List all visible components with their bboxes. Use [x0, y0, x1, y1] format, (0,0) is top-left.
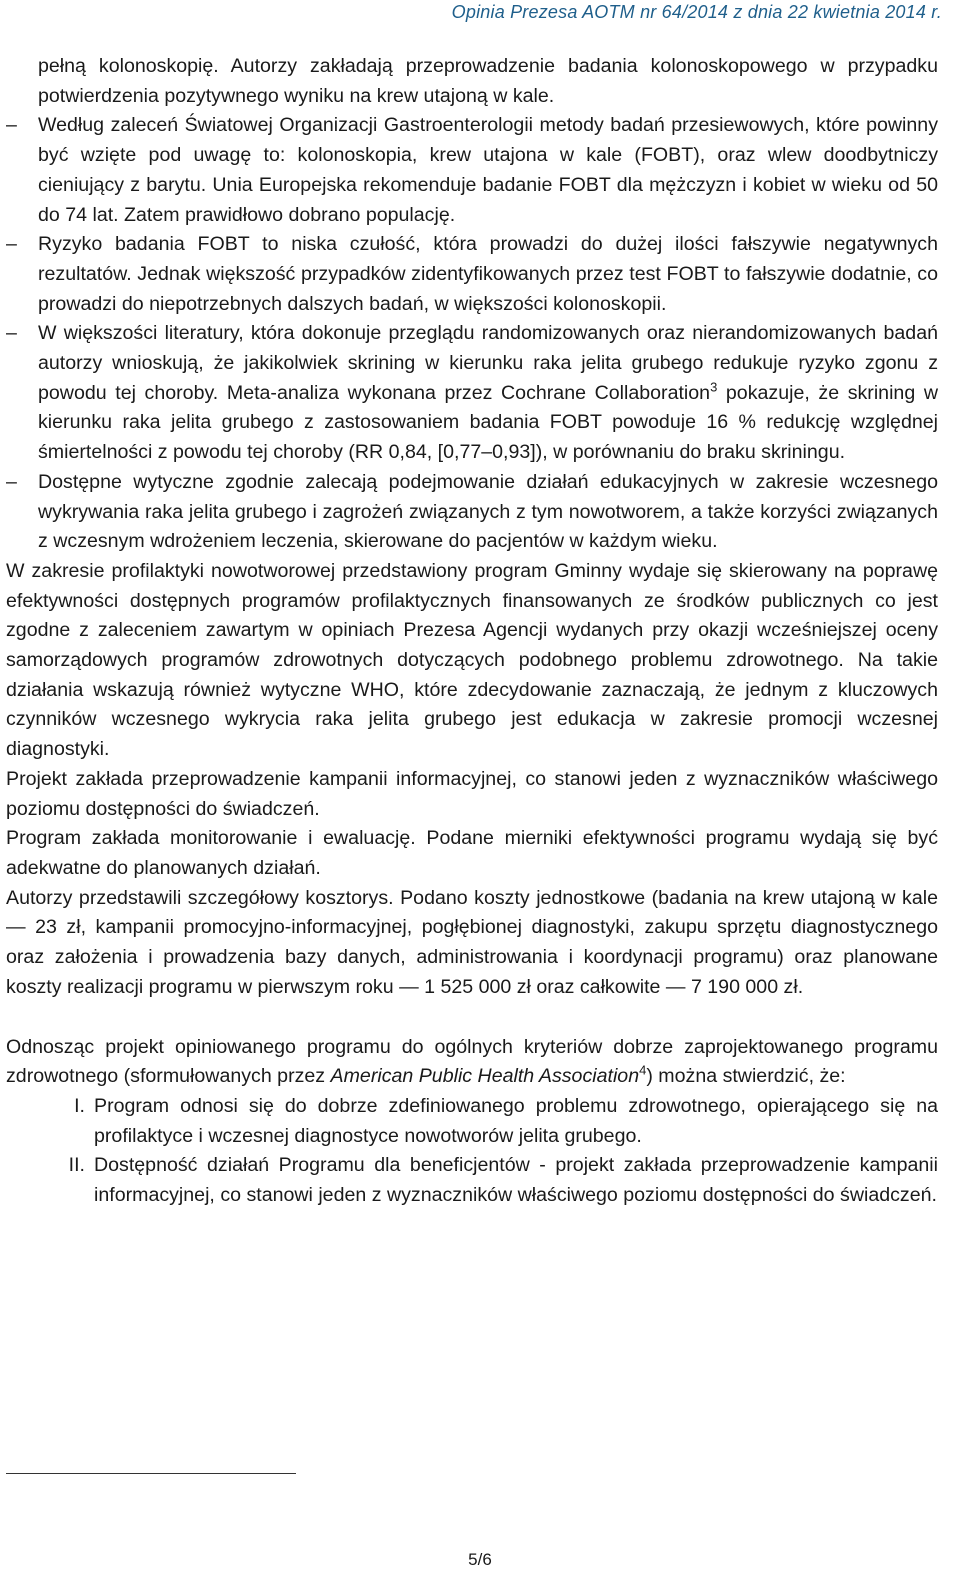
paragraph-campaign: Projekt zakłada przeprowadzenie kampanii informacyjnej, co stanowi jeden z wyznaczników właściwego poziomu dostępności do świadczeń.	[6, 767, 938, 820]
criteria-intro-organization: American Public Health Association	[330, 1065, 640, 1088]
bullet-dash: –	[6, 470, 17, 493]
bullet-text: Ryzyko badania FOBT to niska czułość, która prowadzi do dużej ilości fałszywie negatywnych rezultatów. Jednak większość przypadków zidentyfikowanych przez test FOBT to fałszywie dodatnie, co prowadzi do niepotrzebnych dalszych badań, w większości kolonoskopii.	[38, 233, 938, 315]
criteria-number: I.	[74, 1094, 85, 1117]
bullet-dash: –	[6, 114, 17, 137]
paragraph-prevention: W zakresie profilaktyki nowotworowej przedstawiony program Gminny wydaje się skierowany na poprawę efektywności dostępnych programów profilaktycznych finansowanych ze środków publicznych co jest zgodne z zaleceniem zawartym w opiniach Prezesa Agencji wydanych przy okazji wcześniejszej oceny samorządowych programów zdrowotnych dotyczących podobnego problemu zdrowotnego. Na takie działania wskazują również wytyczne WHO, które zdecydowanie zaznaczają, że jednym z kluczowych czynników wczesnego wykrycia raka jelita grubego jest edukacja w zakresie promocji wczesnej diagnostyki.	[6, 559, 938, 761]
bullet-text-part-b: pokazuje, że skrining w kierunku raka jelita grubego z zastosowaniem badania FOBT powoduje 16 % redukcję względnej śmiertelności z powodu tej choroby (RR 0,84, [0,77–0,93]), w porównaniu do braku skriningu.	[38, 381, 938, 464]
bullet-text: Dostępne wytyczne zgodnie zalecają podejmowanie działań edukacyjnych w zakresie wczesnego wykrywania raka jelita grubego i zagrożeń związanych z tym nowotworem, a także korzyści związanych z wczesnym wdrożeniem leczenia, skierowane do pacjentów w każdym wieku.	[38, 470, 938, 553]
footnote-separator	[6, 1473, 296, 1474]
bullet-text-part-a: W większości literatury, która dokonuje przeglądu randomizowanych oraz nierandomizowanych badań autorzy wnioskują, że jakikolwiek skrining w kierunku raka jelita grubego redukuje ryzyko zgonu z powodu tej choroby. Meta-analiza wykonana przez Cochrane Collaboration	[38, 322, 938, 404]
bullet-item-literature	[6, 319, 938, 468]
footnote-ref-3: 3	[710, 379, 718, 395]
bullet-item-continued	[6, 52, 938, 111]
bullet-item-guidelines	[6, 111, 938, 230]
footnote-ref-4: 4	[639, 1062, 647, 1078]
document-header-title: Opinia Prezesa AOTM nr 64/2014 z dnia 22 kwietnia 2014 r.	[451, 2, 942, 22]
bullet-item-fobt-risk	[6, 230, 938, 319]
paragraph-criteria-intro	[6, 1033, 938, 1092]
paragraph-costs: Autorzy przedstawili szczegółowy kosztorys. Podano koszty jednostkowe (badania na krew utajoną w kale — 23 zł, kampanii promocyjno-informacyjnej, pogłębionej diagnostyki, zakupu sprzętu diagnostycznego oraz założenia i prowadzenia bazy danych, administrowania i koordynacji programu) oraz planowane koszty realizacji programu w pierwszym roku — 1 525 000 zł oraz całkowite — 7 190 000 zł.	[6, 886, 938, 998]
criteria-item-2	[6, 1151, 938, 1210]
bullet-text: Według zaleceń Światowej Organizacji Gastroenterologii metody badań przesiewowych, które powinny być wzięte pod uwagę to: kolonoskopia, krew utajona w kale (FOBT), oraz wlew doodbytniczy cieniujący z barytu. Unia Europejska rekomenduje badanie FOBT dla mężczyzn i kobiet w wieku od 50 do 74 lat. Zatem prawidłowo dobrano populację.	[38, 114, 938, 226]
criteria-intro-text-b: ) można stwierdzić, że:	[646, 1065, 846, 1088]
criteria-intro-text-a: Odnosząc projekt opiniowanego programu do ogólnych kryteriów dobrze zaprojektowanego programu zdrowotnego (sformułowanych przez	[6, 1035, 938, 1088]
paragraph-spacer	[6, 1003, 938, 1033]
document-body	[6, 52, 938, 1211]
bullet-dash: –	[6, 322, 17, 345]
criteria-item-1	[6, 1092, 938, 1151]
criteria-text: Dostępność działań Programu dla beneficjentów - projekt zakłada przeprowadzenie kampanii informacyjnej, co stanowi jeden z wyznaczników właściwego poziomu dostępności do świadczeń.	[94, 1154, 938, 1207]
bullet-item-education	[6, 468, 938, 557]
criteria-number: II.	[68, 1154, 85, 1177]
bullet-dash: –	[6, 233, 17, 256]
criteria-text: Program odnosi się do dobrze zdefiniowanego problemu zdrowotnego, opierającego się na profilaktyce i wczesnej diagnostyce nowotworów jelita grubego.	[94, 1094, 938, 1147]
page-number: 5/6	[468, 1550, 492, 1569]
paragraph-monitoring: Program zakłada monitorowanie i ewaluację. Podane mierniki efektywności programu wydają się być adekwatne do planowanych działań.	[6, 827, 938, 879]
bullet-text: pełną kolonoskopię. Autorzy zakładają przeprowadzenie badania kolonoskopowego w przypadku potwierdzenia pozytywnego wyniku na krew utajoną w kale.	[38, 55, 938, 107]
